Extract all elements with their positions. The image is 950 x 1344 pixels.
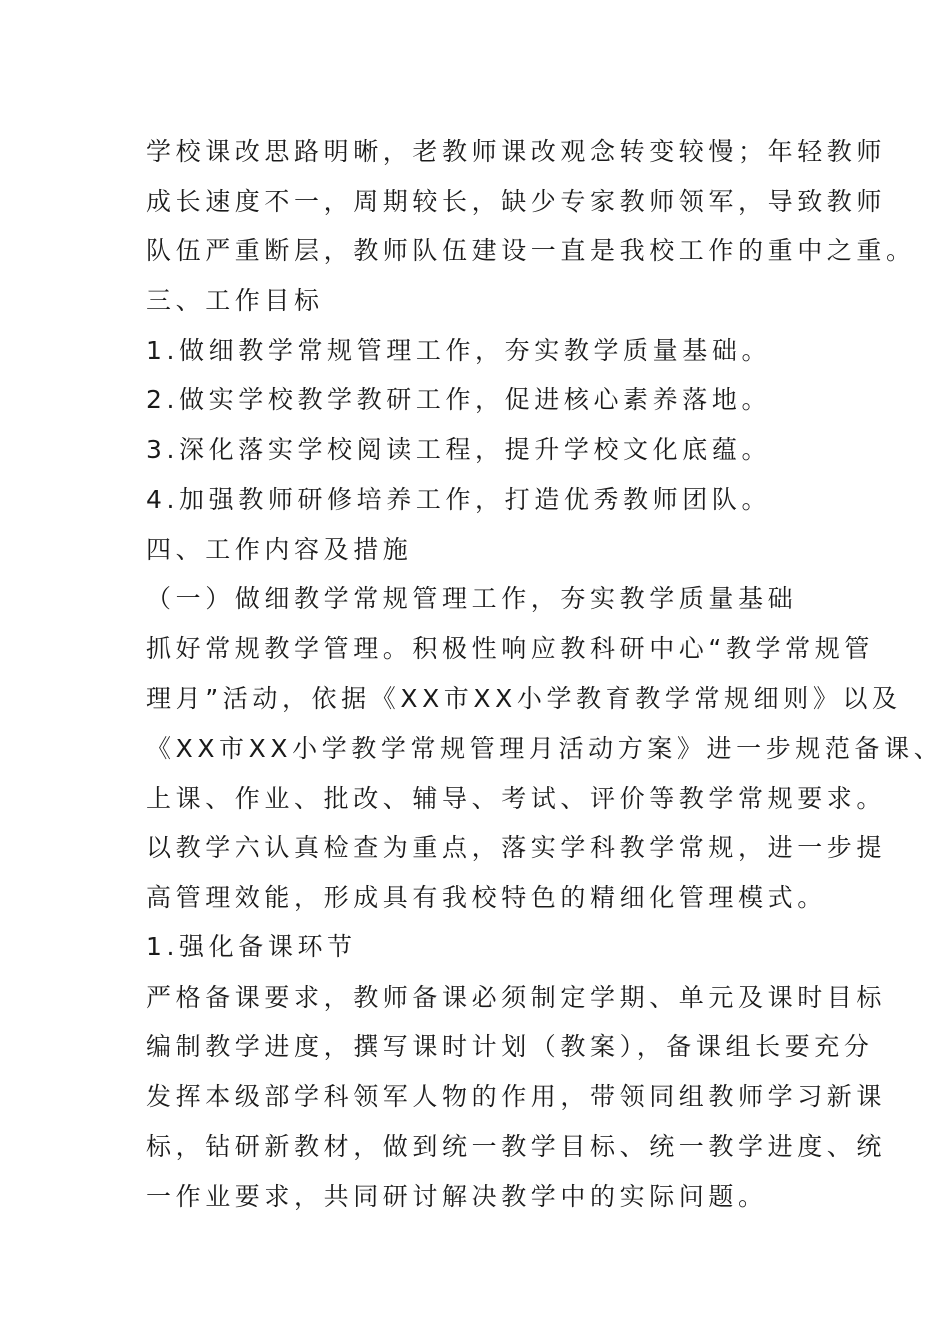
paragraph-line-2: 成长速度不一，周期较长，缺少专家教师领军，导致教师 (146, 187, 887, 216)
paragraph-line-11: 编制教学进度，撰写课时计划（教案），备课组长要充分 (146, 1032, 874, 1061)
paragraph-line-13: 标，钻研新教材，做到统一教学目标、统一教学进度、统 (146, 1132, 887, 1161)
goal-item-2: 2.做实学校教学教研工作，促进核心素养落地。 (146, 385, 772, 414)
paragraph-line-8: 以教学六认真检查为重点，落实学科教学常规，进一步提 (146, 833, 887, 862)
paragraph-line-5: 理月”活动，依据《XX市XX小学教育教学常规细则》以及 (146, 684, 902, 713)
goal-item-4: 4.加强教师研修培养工作，打造优秀教师团队。 (146, 485, 772, 514)
section-heading-3: 三、工作目标 (146, 286, 324, 315)
paragraph-line-1: 学校课改思路明晰，老教师课改观念转变较慢；年轻教师 (146, 137, 887, 166)
paragraph-line-7: 上课、作业、批改、辅导、考试、评价等教学常规要求。 (146, 784, 887, 813)
item-heading-1: 1.强化备课环节 (146, 932, 357, 961)
subsection-heading-1: （一）做细教学常规管理工作，夯实教学质量基础 (146, 584, 798, 613)
goal-item-3: 3.深化落实学校阅读工程，提升学校文化底蕴。 (146, 435, 772, 464)
paragraph-line-4: 抓好常规教学管理。积极性响应教科研中心“教学常规管 (146, 634, 874, 663)
paragraph-line-3: 队伍严重断层，教师队伍建设一直是我校工作的重中之重。 (146, 236, 916, 265)
paragraph-line-10: 严格备课要求，教师备课必须制定学期、单元及课时目标 (146, 983, 887, 1012)
goal-item-1: 1.做细教学常规管理工作，夯实教学质量基础。 (146, 336, 772, 365)
paragraph-line-6: 《XX市XX小学教学常规管理月活动方案》进一步规范备课、 (146, 734, 944, 763)
paragraph-line-12: 发挥本级部学科领军人物的作用，带领同组教师学习新课 (146, 1082, 887, 1111)
paragraph-line-14: 一作业要求，共同研讨解决教学中的实际问题。 (146, 1182, 768, 1211)
section-heading-4: 四、工作内容及措施 (146, 535, 413, 564)
paragraph-line-9: 高管理效能，形成具有我校特色的精细化管理模式。 (146, 883, 827, 912)
